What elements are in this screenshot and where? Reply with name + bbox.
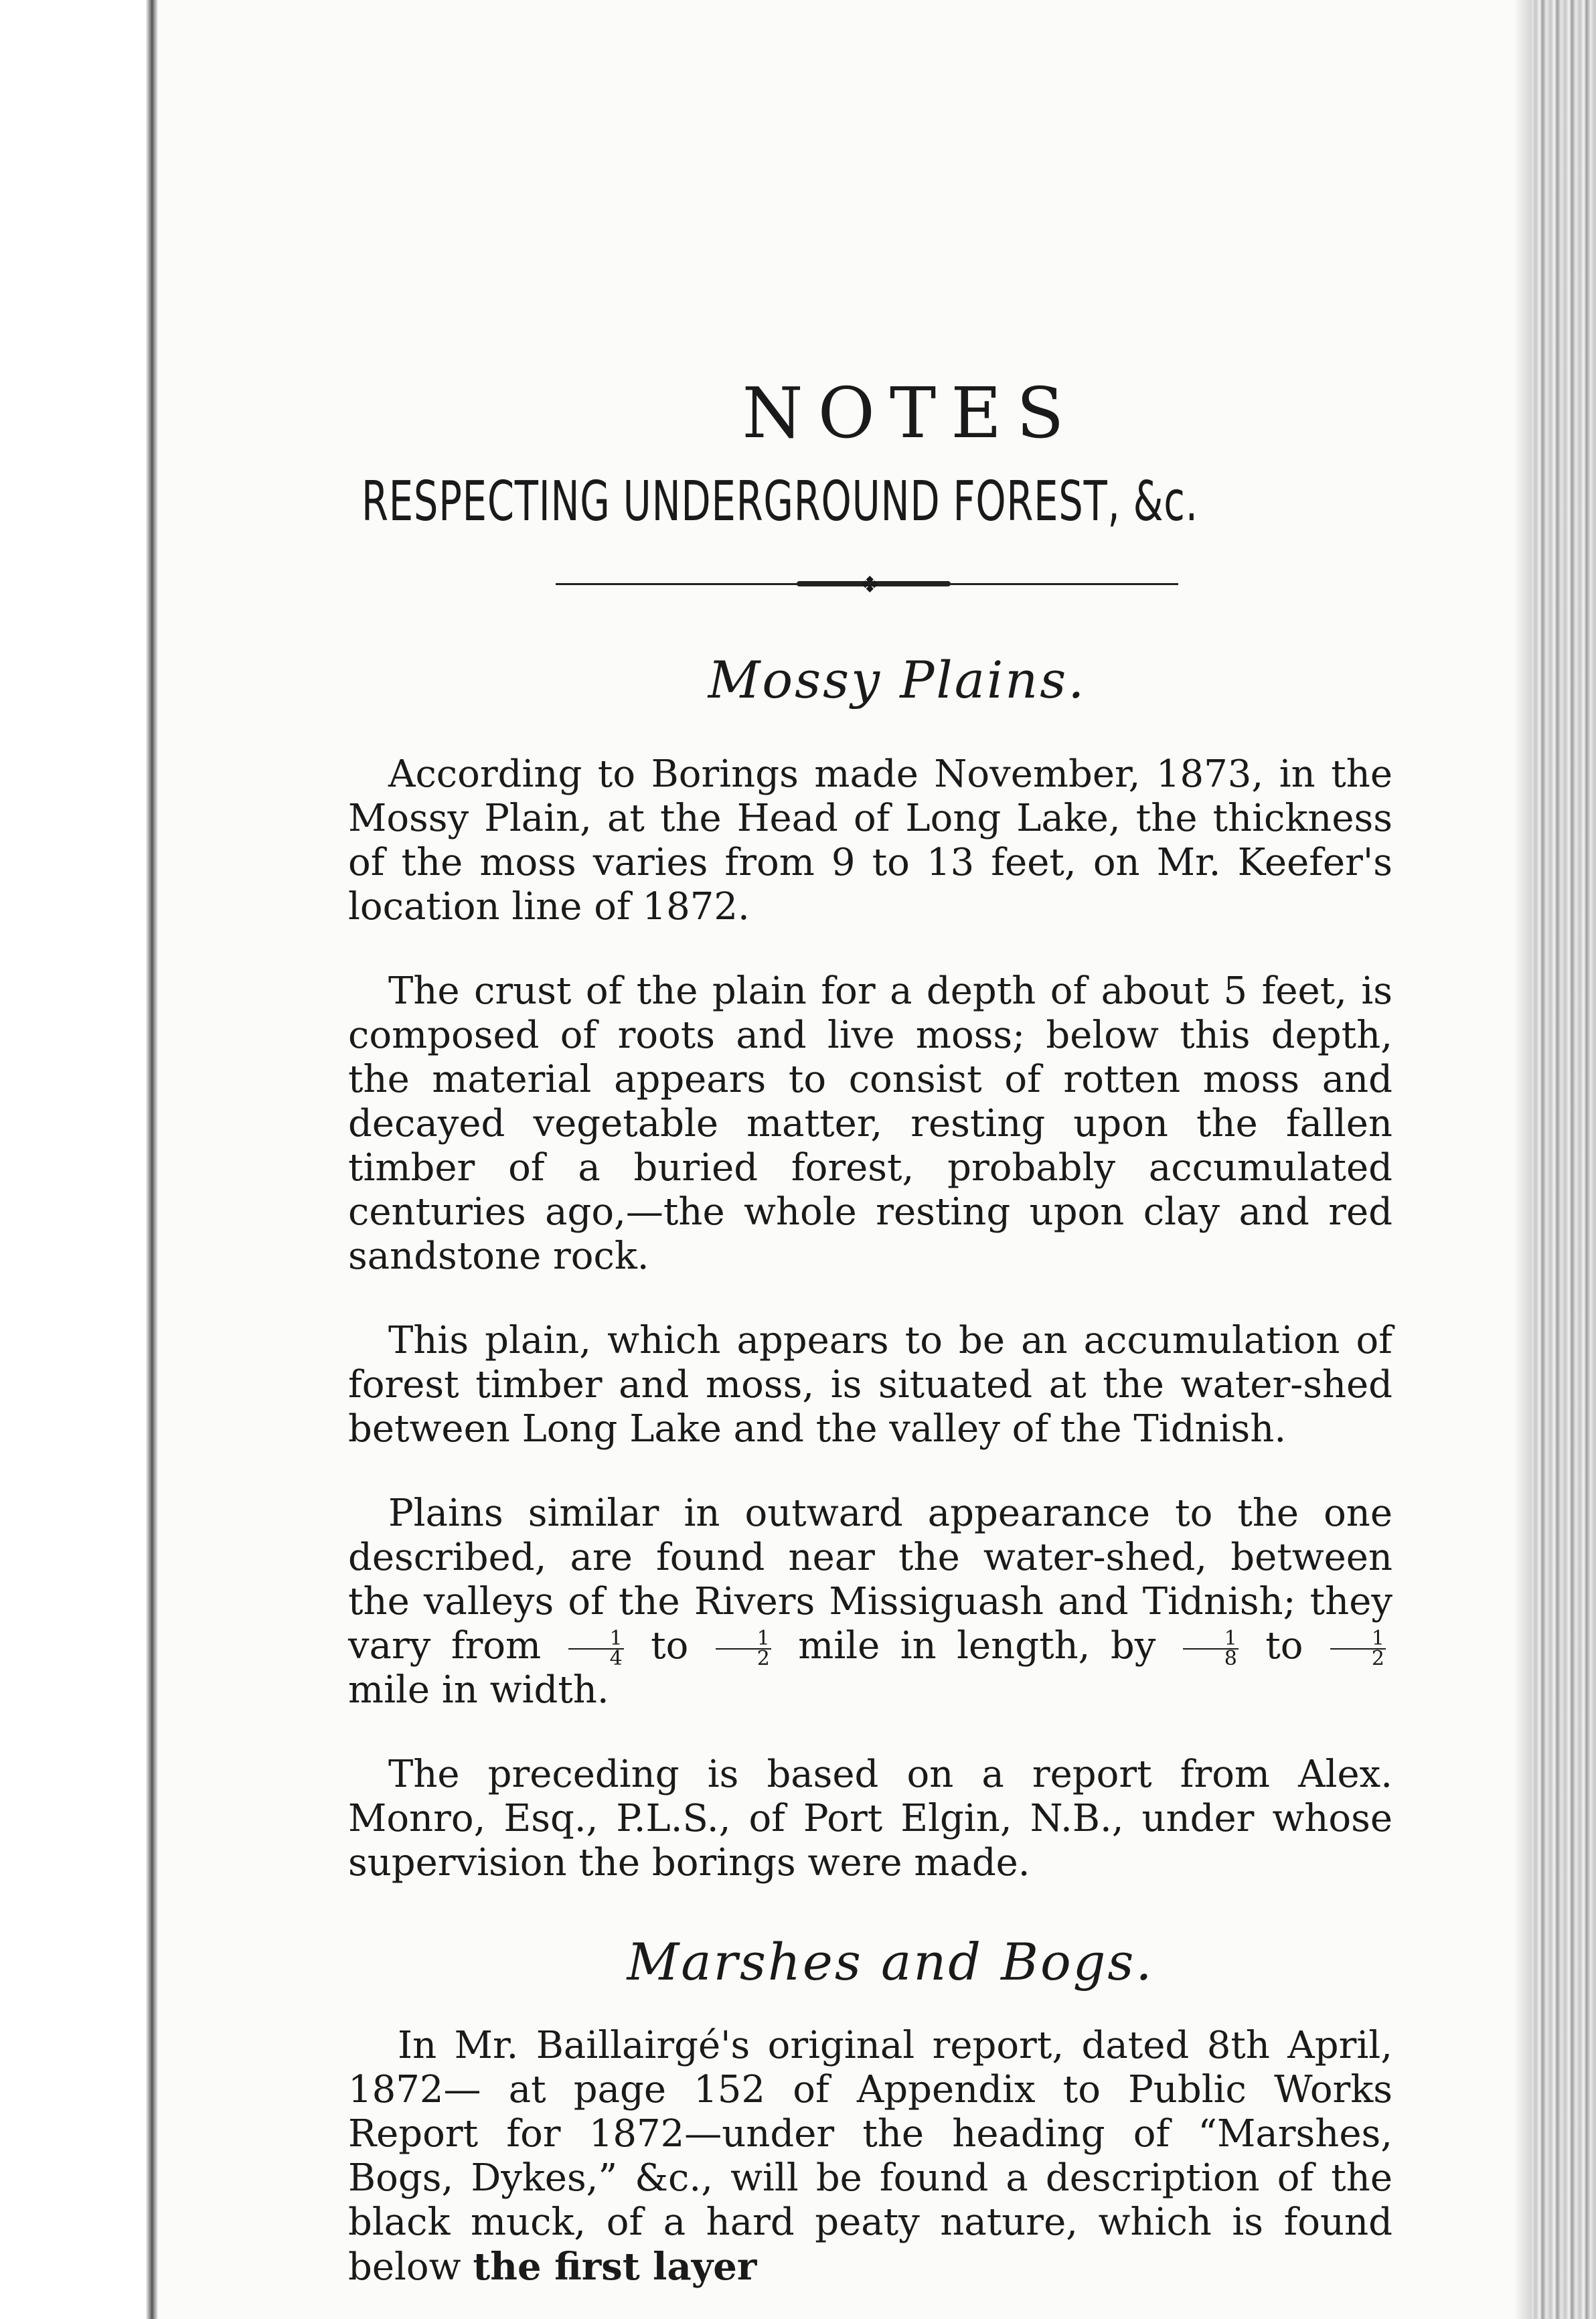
left-margin bbox=[0, 0, 154, 2319]
fraction bbox=[1183, 1626, 1239, 1670]
paragraph-text: mile in width. bbox=[348, 1668, 609, 1712]
paragraph-borings: According to Borings made November, 1873, in the Mossy Plain, at the Head of Long Lake, the thickness of the moss varies from 9 to 13 feet, on Mr. Keefer's location line of 1872. bbox=[348, 752, 1392, 929]
page-title: NOTES bbox=[742, 372, 1079, 454]
ornamental-rule bbox=[556, 571, 1178, 598]
fraction-numerator: 1 bbox=[716, 1629, 771, 1650]
paragraph-text: to bbox=[651, 1624, 689, 1668]
binding-gutter bbox=[146, 0, 158, 2319]
fraction-denominator: 2 bbox=[756, 1646, 770, 1670]
paragraph-text: In Mr. Baillairgé's original report, dated 8th April, 1872— at page 152 of Appendix to Public Works Report for 1872—under the heading of “Marshes, Bogs, Dykes,” &c., will be found a description of the black muck, of a hard peaty nature, which is found below bbox=[348, 2024, 1392, 2290]
paragraph-text: to bbox=[1265, 1624, 1303, 1668]
fraction-denominator: 4 bbox=[609, 1646, 623, 1670]
fraction bbox=[568, 1626, 624, 1670]
section-heading-mossy-plains: Mossy Plains. bbox=[708, 650, 1087, 710]
paragraph-text: Plains similar in outward appearance to the one described, are found near the water-shed, between the valleys of the Rivers Missiguash and Tidnish; they vary from bbox=[348, 1492, 1392, 1668]
rule-ornament-icon: ❖ bbox=[860, 572, 880, 599]
paragraph-report-source: The preceding is based on a report from Alex. Monro, Esq., P.L.S., of Port Elgin, N.B., under whose supervision the borings were made. bbox=[348, 1753, 1392, 1885]
paragraph-plain-location: This plain, which appears to be an accumulation of forest timber and moss, is situated at the water-shed between Long Lake and the valley of the Tidnish. bbox=[348, 1319, 1392, 1451]
paragraph-text-bold: the first layer bbox=[473, 2245, 757, 2290]
fraction-denominator: 8 bbox=[1224, 1646, 1237, 1670]
fraction bbox=[716, 1626, 771, 1670]
fraction-numerator: 1 bbox=[568, 1629, 624, 1650]
page-stack-edge bbox=[1532, 0, 1596, 2319]
paragraph-crust: The crust of the plain for a depth of about 5 feet, is composed of roots and live moss; below this depth, the material appears to consist of rotten moss and decayed vegetable matter, resting upon the fallen timber of a buried forest, probably accumulated centuries ago,—the whole resting upon clay and red sandstone rock. bbox=[348, 969, 1392, 1279]
page-edge-shadow bbox=[1514, 0, 1532, 2319]
page-subtitle: RESPECTING UNDERGROUND FOREST, &c. bbox=[362, 470, 1198, 534]
paragraph-similar-plains bbox=[348, 1492, 1392, 1712]
paragraph-baillairge-report bbox=[348, 2024, 1392, 2290]
fraction bbox=[1330, 1626, 1386, 1670]
page-content bbox=[348, 372, 1392, 2290]
section-heading-marshes-and-bogs: Marshes and Bogs. bbox=[627, 1932, 1154, 1992]
fraction-numerator: 1 bbox=[1183, 1629, 1239, 1650]
paragraph-text: mile in length, by bbox=[798, 1624, 1156, 1668]
fraction-denominator: 2 bbox=[1371, 1646, 1385, 1670]
fraction-numerator: 1 bbox=[1330, 1629, 1386, 1650]
